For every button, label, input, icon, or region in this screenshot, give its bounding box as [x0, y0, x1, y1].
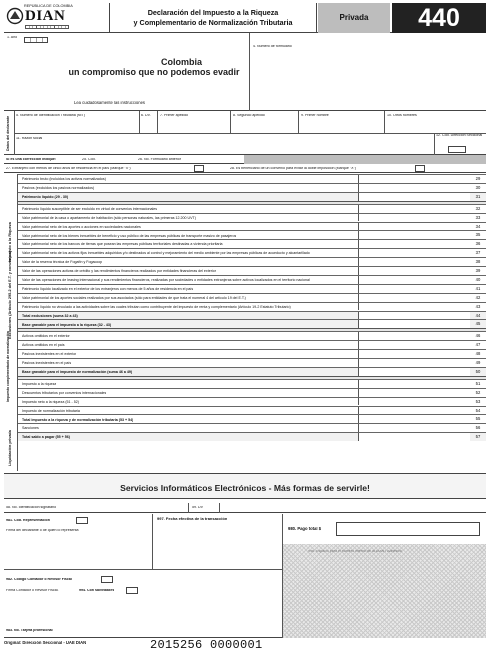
row-value-field[interactable] [358, 223, 470, 231]
cod-dir-box[interactable] [448, 146, 466, 153]
form-row-33 [18, 213, 486, 222]
row-value-field[interactable] [358, 320, 470, 328]
firma-decl-label: Firma del declarante o de quien lo representa [6, 529, 79, 532]
row-value-field[interactable] [358, 214, 470, 222]
correction-anterior: 26. No. Formulario anterior [138, 157, 181, 161]
logo-icon [6, 7, 24, 25]
row-label: Activos omitidos en el exterior [22, 334, 70, 339]
privada-label: Privada [339, 13, 369, 22]
adhesivo-area [283, 544, 486, 638]
form-row-42 [18, 293, 486, 302]
row-label: Pasivos inexistentes en el exterior [22, 352, 77, 357]
section-exclusiones: Exclusiones (Artículo 295-2 del E.T. y convenios) [8, 251, 12, 339]
pago-label: 980. Pago total $ [288, 527, 322, 531]
row-value-field[interactable] [358, 398, 470, 406]
row-label: Valor patrimonial de la casa o apartamento de habitación (sólo personas naturales, las primeras 12.200 UVT) [22, 215, 196, 220]
form-row-30 [18, 183, 486, 192]
form-row-50 [18, 367, 486, 376]
row-label: Valor de las operaciones de leasing internacional y sus rendimientos financieros, realizadas por sociedades o entidades extranjeras sobre activos localizados en el territorio nacional [22, 278, 310, 283]
firma-contador-label: Firma Contador o Revisor Fiscal. [6, 589, 59, 592]
row-value-field[interactable] [358, 193, 470, 201]
row-number: 37 [475, 250, 481, 256]
form-row-43 [18, 302, 486, 311]
banner [4, 473, 486, 499]
otros-label: 10. Otros nombres [387, 114, 417, 117]
row-number: 50 [475, 368, 481, 374]
row-value-field[interactable] [358, 184, 470, 192]
cod-contador-label: 982. Código Contador o Revisor Fiscal [6, 578, 72, 581]
pago-input[interactable] [336, 522, 480, 536]
form-row-32 [18, 204, 486, 213]
row-label: Impuesto neto a la riqueza (51 - 52) [22, 399, 79, 404]
row-label: Impuesto a la riqueza [22, 381, 57, 386]
row-label: Patrimonio bruto (incluidos los activos normalizados) [22, 177, 106, 182]
row-label: Valor patrimonial de los aportes sociales realizados por sus asociados (sólo para entidades de que trata el numeral 4 del artículo 19 del E.T.) [22, 295, 246, 300]
form-row-45 [18, 319, 486, 328]
row-label: Total saldo a pagar (55 + 56) [22, 435, 70, 440]
footer [4, 514, 486, 638]
form-row-46 [18, 331, 486, 340]
slogan-line-2: un compromiso que no podemos evadir [68, 67, 240, 77]
row-label: Patrimonio líquido localizado en el exterior de los extranjeros con menos de 5 años de residencia en el país [22, 286, 194, 291]
row-number: 40 [475, 276, 481, 282]
anio-boxes[interactable] [24, 37, 48, 43]
serial-number: 2015256 0000001 [150, 638, 263, 652]
row-number: 38 [475, 259, 481, 265]
row-label: Activos omitidos en el país [22, 343, 65, 348]
row-label: Patrimonio líquido no vinculado a las actividades sobre las cuales tributan como contribuyente del impuesto de renta y complementario (Artículo 19-2 Estatuto Tributario) [22, 304, 291, 309]
row-value-field[interactable] [358, 240, 470, 248]
privada-box [318, 3, 390, 33]
cod-rep-label: 981. Cód. Representación [6, 519, 50, 522]
declarant-section-label: Datos del declarante [6, 115, 10, 151]
title-line-1: Declaración del Impuesto a la Riqueza [147, 8, 279, 17]
form-row-47 [18, 340, 486, 349]
form-row-52 [18, 388, 486, 397]
banner-text: Servicios Informáticos Electrónicos - Más formas de servirle! [120, 483, 370, 493]
row-number: 52 [475, 389, 481, 395]
row-number: 35 [475, 232, 481, 238]
row-number: 45 [475, 321, 481, 327]
top-section [4, 33, 486, 111]
row-value-field[interactable] [358, 231, 470, 239]
q27-checkbox[interactable] [194, 165, 204, 172]
row-value-field[interactable] [358, 389, 470, 397]
row-value-field[interactable] [358, 267, 470, 275]
cod-rep-box[interactable] [76, 517, 88, 524]
row-label: Valor de las operaciones activas de crédito y las rendimientos financieros realizados por entidades financieras del exterior [22, 269, 216, 274]
cod-dir-label: 12. Cód. Dirección Seccional [436, 134, 483, 137]
declarant-section [4, 111, 486, 155]
form-row-35 [18, 230, 486, 239]
correction-label: Si es una corrección indique: [6, 157, 57, 161]
nombre1-label: 9. Primer nombre [301, 114, 329, 117]
form-number: 440 [418, 4, 460, 32]
form-row-38 [18, 257, 486, 266]
row-number: 46 [475, 333, 481, 339]
row-number: 39 [475, 268, 481, 273]
dv-label: 6. DV. [141, 114, 151, 117]
row-label: Valor patrimonial neto de los aportes o acciones en sociedades nacionales [22, 224, 141, 229]
row-label: Descuentos tributarios por convenios internacionales [22, 390, 107, 395]
row-value-field[interactable] [358, 407, 470, 415]
form-row-55 [18, 414, 486, 423]
row-value-field[interactable] [358, 312, 470, 320]
nit-label: 5. Número de Identificación Tributaria (NIT) [16, 114, 85, 117]
salvedades-checkbox[interactable] [126, 587, 138, 594]
q27-label: 27. Extranjero con menos de cinco años de residencia en el país (Marque "X") [6, 166, 131, 170]
apellido2-label: 8. Segundo apellido [233, 114, 265, 117]
row-label: Impuesto de normalización tributaria [22, 408, 80, 413]
title-block [109, 3, 317, 33]
section-riqueza: Impuesto a la Riqueza [8, 222, 12, 262]
row-value-field[interactable] [358, 415, 470, 423]
row-value-field[interactable] [358, 276, 470, 284]
form-row-57 [18, 432, 486, 441]
row-label: Valor patrimonial neto de los bienes inmuebles de beneficio y uso público de las empresas públicas de transporte masivo de pasajeros [22, 233, 237, 238]
row-number: 56 [475, 425, 481, 431]
row-label: Valor patrimonial neto de los activos fijos inmuebles adquiridos y/o destinados al control y mejoramiento del medio ambiente por las empresas públicas de acueducto y alcantarillado [22, 251, 310, 256]
form-row-39 [18, 266, 486, 275]
row-value-field[interactable] [358, 424, 470, 432]
form-row-48 [18, 349, 486, 358]
section-normalizacion: Impuesto complementario de normalización [6, 331, 10, 402]
row-number: 29 [475, 176, 481, 181]
section-liquidacion: Liquidación privada [8, 430, 12, 466]
form-row-56 [18, 423, 486, 432]
razon-label: 11. Razón social [16, 137, 43, 140]
apellido1-label: 7. Primer apellido [160, 114, 188, 117]
row-number: 30 [475, 184, 481, 190]
row-number: 44 [475, 312, 481, 318]
row-value-field[interactable] [358, 175, 470, 183]
row-value-field[interactable] [358, 303, 470, 311]
slogan-line-1: Colombia [160, 57, 202, 67]
row-value-field[interactable] [358, 332, 470, 340]
q28-label: 28. Es beneficiario de un convenio para evitar la doble imposición (Marque "X") [230, 166, 357, 170]
row-number: 33 [475, 214, 481, 220]
main-table [4, 174, 486, 471]
row-label: Base gravable para el impuesto de normalización (suma 46 a 49) [22, 370, 133, 375]
row-number: 57 [475, 434, 481, 440]
original-label: Original: Dirección Seccional - UAE DIAN [4, 641, 87, 645]
fecha-label: 997. Fecha efectiva de la transacción [157, 517, 228, 521]
row-number: 42 [475, 294, 481, 300]
form-row-44 [18, 311, 486, 320]
row-number: 32 [475, 205, 481, 211]
dian-logo [4, 3, 108, 33]
row-number: 51 [475, 380, 481, 386]
rows-container [18, 174, 486, 471]
row-label: Total exclusiones (suma 32 a 43) [22, 313, 78, 318]
q28-checkbox[interactable] [415, 165, 425, 172]
row-value-field[interactable] [358, 249, 470, 257]
row-label: Valor patrimonial neto de los bancos de tierras que posean las empresas públicas territoriales destinadas a vivienda prioritaria [22, 242, 223, 247]
correction-row [4, 155, 486, 164]
row-value-field[interactable] [358, 350, 470, 358]
row-number: 55 [475, 416, 481, 422]
header [4, 3, 486, 33]
form-row-34 [18, 222, 486, 231]
row-value-field[interactable] [358, 285, 470, 293]
form-row-54 [18, 406, 486, 415]
cod-contador-box[interactable] [101, 576, 113, 583]
questions-row [4, 164, 486, 173]
salvedades-label: 994. Con salvedades [79, 589, 115, 592]
row-value-field[interactable] [358, 205, 470, 213]
row-value-field[interactable] [358, 258, 470, 266]
row-number: 34 [475, 223, 481, 229]
row-number: 41 [475, 285, 481, 291]
row-number: 49 [475, 360, 481, 365]
row-value-field[interactable] [358, 433, 470, 441]
anio-label: 1. Año [7, 36, 18, 39]
row-value-field[interactable] [358, 380, 470, 388]
instructions: Lea cuidadosamente las instrucciones [74, 101, 145, 105]
logo-squares [25, 25, 69, 29]
row-number: 31 [475, 193, 481, 199]
slogan [4, 57, 249, 77]
row-number: 48 [475, 351, 481, 357]
row-label: Sanciones [22, 426, 39, 431]
row-number: 36 [475, 241, 481, 247]
row-number: 47 [475, 342, 481, 348]
row-value-field[interactable] [358, 341, 470, 349]
form-row-40 [18, 275, 486, 284]
correction-cod: 25. Cód. [82, 157, 96, 161]
row-label: Total impuesto a la riqueza y de normalización tributaria (53 + 54) [22, 417, 134, 422]
adhesivo-label: 996. Espacio para el número interno de la DIAN / Adhesivo [308, 550, 402, 553]
form-row-37 [18, 248, 486, 257]
row-label: Pasivos (excluidos los pasivos normalizados) [22, 186, 95, 191]
form-row-36 [18, 239, 486, 248]
row-number: 43 [475, 303, 481, 309]
row-label: Patrimonio líquido (29 - 30) [22, 194, 69, 199]
title-line-2: y Complementario de Normalización Tributaria [133, 18, 293, 27]
logo-text: DIAN [25, 8, 66, 24]
row-value-field[interactable] [358, 294, 470, 302]
formulario-label: 4. Número de formulario [253, 45, 292, 48]
row-label: Patrimonio líquido susceptible de ser excluido en virtud de convenios internacionales [22, 206, 158, 211]
signatory-row [4, 503, 486, 513]
signatory-id-label: 58. No. Identificación signatario [6, 506, 57, 509]
form-row-53 [18, 397, 486, 406]
form-number-box [392, 3, 486, 33]
signatory-dv-label: 59. DV [192, 506, 203, 509]
row-label: Base gravable para el impuesto a la riqueza (32 - 43) [22, 322, 112, 327]
row-label: Valor de la reserva técnica de Fogafín y Fogacoop [22, 260, 103, 265]
row-number: 53 [475, 398, 481, 404]
row-value-field[interactable] [358, 368, 470, 376]
row-number: 54 [475, 407, 481, 413]
country-label: REPÚBLICA DE COLOMBIA [24, 4, 73, 8]
form-row-31 [18, 192, 486, 201]
form-row-49 [18, 358, 486, 367]
row-label: Pasivos inexistentes en el país [22, 361, 72, 366]
form-row-51 [18, 379, 486, 388]
form-row-29 [18, 174, 486, 183]
form-row-41 [18, 284, 486, 293]
tarjeta-label: 983. No. Tarjeta profesional [6, 629, 53, 632]
row-value-field[interactable] [358, 359, 470, 367]
